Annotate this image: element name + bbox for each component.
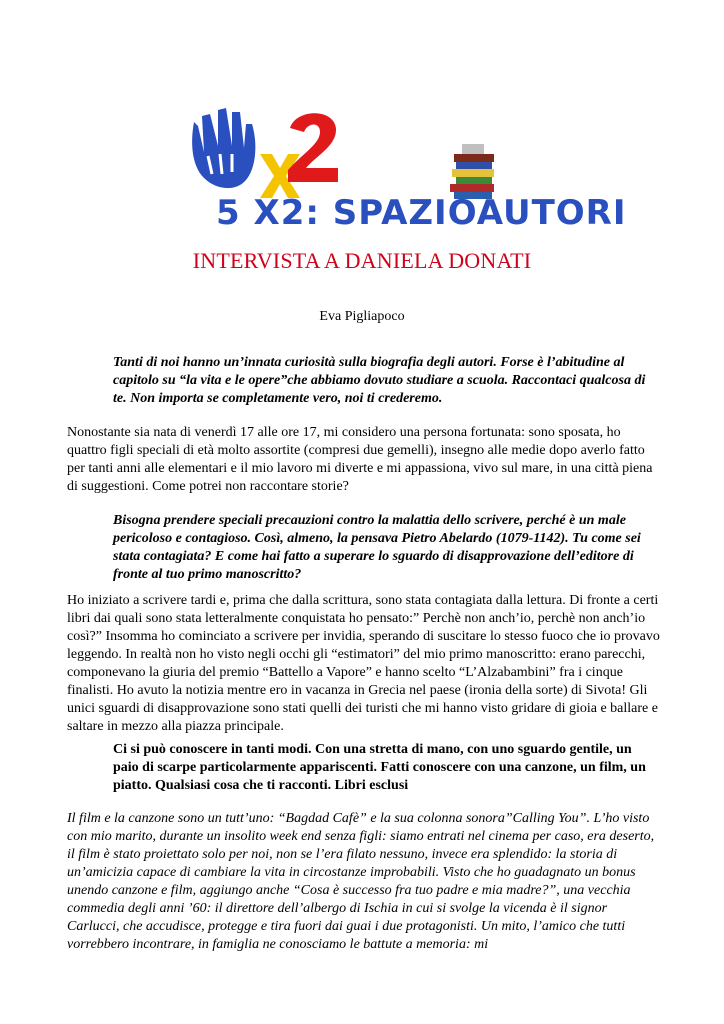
answer-1: Nonostante sia nata di venerdì 17 alle ore 17, mi considero una persona fortunata: sono sposata, ho quattro figli speciali di età molto assortite (compresi due gemelli), insegno alle medie dopo averlo fatto per tanti anni alle elementari e il mio lavoro mi diverte e mi appassiona, vivo sul mare, in una città piena di suggestioni. Come potrei non raccontare storie? bbox=[67, 425, 653, 494]
two-symbol bbox=[288, 113, 338, 182]
hand-icon bbox=[192, 108, 255, 188]
question-3: Ci si può conoscere in tanti modi. Con una stretta di mano, con uno sguardo gentile, un paio di scarpe particolarmente appariscenti. Fatti conoscere con una canzone, un film, un piatto. Qualsiasi cosa che ti racconti. Libri esclusi bbox=[113, 742, 646, 793]
question-2: Bisogna prendere speciali precauzioni contro la malattia dello scrivere, perché è un male pericoloso e contagioso. Così, almeno, la pensava Pietro Abelardo (1079-1142). Tu come sei stata contagiata? E come hai fatto a superare lo sguardo di disapprovazione dell’editore di fronte al tuo primo manoscritto? bbox=[113, 513, 641, 582]
answer-3: Il film e la canzone sono un tutt’uno: “Bagdad Cafè” e la sua colonna sonora”Calling You”. L’ho visto con mio marito, durante un insolito week end senza figli: siamo entrati nel cinema per caso, era deserto, il film è stato proiettato solo per noi, non se l’era filato nessuno, invece era splendido: la storia di un’amicizia capace di cambiare la vita in circostanze improbabili. Visto che ho guadagnato un bonus unendo canzone e film, aggiungo anche “Cosa è successo fra tuo padre e mia madre?”, una vecchia commedia degli anni ’60: il direttore dell’albergo di Ischia in cui si svolge la vicenda è il signor Carlucci, che accudisce, protegge e tira fuori dai guai i due protagonisti. Un mito, l’amico che tutti vorrebbero incontrare, in famiglia ne conosciamo le battute a memoria: mi bbox=[67, 811, 655, 952]
question-1: Tanti di noi hanno un’innata curiosità sulla biografia degli autori. Forse è l’abitudine al capitolo su “la vita e le opere”che abbiamo dovuto studiare a scuola. Raccontaci qualcosa di te. Non importa se completamente vero, noi ti crederemo. bbox=[113, 355, 646, 406]
logo-wordmark: 5 X2: SPAZIOAUTORI bbox=[216, 193, 627, 233]
books-icon bbox=[450, 144, 494, 199]
author-name: Eva Pigliapoco bbox=[319, 309, 405, 324]
spazioautori-logo bbox=[186, 104, 627, 236]
page-title: INTERVISTA A DANIELA DONATI bbox=[192, 248, 532, 273]
answer-2: Ho iniziato a scrivere tardi e, prima che dalla scrittura, sono stata contagiata dalla lettura. Di fronte a certi libri dai quali sono stata letteralmente conquistata ho pensato:” Perchè non anch’io, perchè non anch’io così?” Insomma ho cominciato a scrivere per invidia, sperando di suscitare lo stesso fuoco che io provavo leggendo. In realtà non ho visto negli occhi gli “estimatori” del mio primo manoscritto: erano parecchi, componevano la giuria del premio “Battello a Vapore” e hanno scelto “L’Alzabambini” fra i cinque finalisti. Ho avuto la notizia mentre ero in vacanza in Grecia nel paese (ironia della sorte) di Sivota! Gli unici sguardi di disapprovazione sono stati quelli dei turisti che mi hanno visto gridare di gioia e ballare e saltare in mezzo alla piazza principale. bbox=[67, 593, 660, 734]
